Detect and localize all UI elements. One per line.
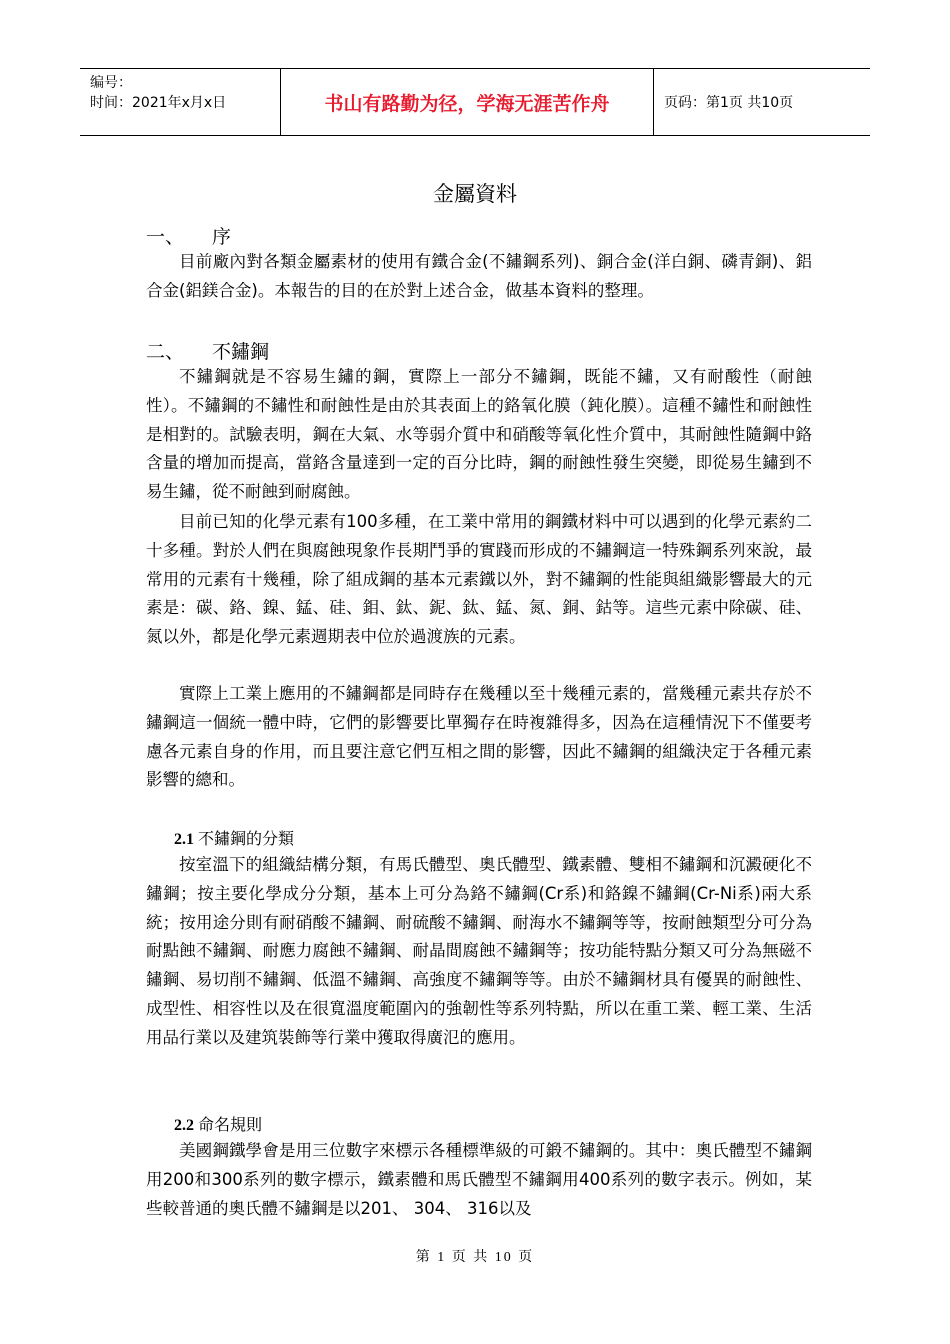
motto-cell [280, 69, 654, 135]
paragraph: 目前廠內對各類金屬素材的使用有鐵合金(不鏽鋼系列)、銅合金(洋白銅、磷青銅)、鋁合金(鋁鎂合金)。本報告的目的在於對上述合金，做基本資料的整理。 [146, 252, 812, 300]
number-label: 编号： [90, 75, 132, 91]
section-title: 序 [212, 226, 232, 248]
section-heading-2 [146, 337, 269, 364]
subsection-title: 命名規則 [198, 1115, 263, 1134]
header-table [80, 68, 870, 136]
page-footer: 第 1 页 共 10 页 [415, 1250, 535, 1265]
section-heading-1 [146, 222, 231, 249]
header-meta-cell [80, 69, 280, 135]
paragraph: 按室溫下的組織結構分類，有馬氏體型、奧氏體型、鐵素體、雙相不鏽鋼和沉澱硬化不鏽鋼；按主要化學成分分類，基本上可分為鉻不鏽鋼(Cr系)和鉻鎳不鏽鋼(Cr-Ni系)兩大系統；按用途分則有耐硝酸不鏽鋼、耐硫酸不鏽鋼、耐海水不鏽鋼等等，按耐蝕類型分可分為耐點蝕不鏽鋼、耐應力腐蝕不鏽鋼、耐晶間腐蝕不鏽鋼等；按功能特點分類又可分為無磁不鏽鋼、易切削不鏽鋼、低溫不鏽鋼、高強度不鏽鋼等等。由於不鏽鋼材具有優異的耐蝕性、成型性、相容性以及在很寬溫度範圍內的強韌性等系列特點，所以在重工業、輕工業、生活用品行業以及建筑裝飾等行業中獲取得廣氾的應用。 [146, 855, 812, 1047]
section-number: 一、 [146, 226, 185, 248]
page-info-text: 页码：第1页 共10页 [664, 95, 794, 111]
section-number: 二、 [146, 341, 185, 363]
subsection-number: 2.1 [174, 831, 194, 848]
section-title: 不鏽鋼 [212, 341, 270, 363]
paragraph: 不鏽鋼就是不容易生鏽的鋼，實際上一部分不鏽鋼，既能不鏽，又有耐酸性（耐蝕性）。不鏽鋼的不鏽性和耐蝕性是由於其表面上的鉻氧化膜（鈍化膜）。這種不鏽性和耐蝕性是相對的。試驗表明，鋼在大氣、水等弱介質中和硝酸等氧化性介質中，其耐蝕性隨鋼中鉻含量的增加而提高，當鉻含量達到一定的百分比時，鋼的耐蝕性發生突變，即從易生鏽到不易生鏽，從不耐蝕到耐腐蝕。 [146, 367, 812, 502]
subsection-heading-2-2 [174, 1112, 262, 1135]
subsection-title: 不鏽鋼的分類 [198, 829, 295, 848]
motto-text: 书山有路勤为径，学海无涯苦作舟 [324, 92, 610, 115]
paragraph: 目前已知的化學元素有100多種，在工業中常用的鋼鐵材料中可以遇到的化學元素約二十多種。對於人們在與腐蝕現象作長期鬥爭的實踐而形成的不鏽鋼這一特殊鋼系列來說，最常用的元素有十幾種，除了組成鋼的基本元素鐵以外，對不鏽鋼的性能與組織影響最大的元素是：碳、鉻、鎳、錳、硅、鉬、鈦、鈮、鈦、錳、氮、銅、鈷等。這些元素中除碳、硅、氮以外，都是化學元素週期表中位於過渡族的元素。 [146, 512, 812, 647]
subsection-number: 2.2 [174, 1117, 194, 1134]
subsection-heading-2-1 [174, 826, 294, 849]
page-info-cell [654, 69, 870, 135]
time-label: 时间：2021年x月x日 [90, 95, 227, 111]
paragraph: 實際上工業上應用的不鏽鋼都是同時存在幾種以至十幾種元素的，當幾種元素共存於不鏽鋼這一個統一體中時，它們的影響要比單獨存在時複雜得多，因為在這種情況下不僅要考慮各元素自身的作用，而且要注意它們互相之間的影響，因此不鏽鋼的組織決定于各種元素影響的總和。 [146, 684, 812, 790]
paragraph: 美國鋼鐵學會是用三位數字來標示各種標準級的可鍛不鏽鋼的。其中：奧氏體型不鏽鋼用200和300系列的數字標示，鐵素體和馬氏體型不鏽鋼用400系列的數字表示。例如，某些較普通的奧氏體不鏽鋼是以201、 304、 316以及 [146, 1141, 812, 1218]
document-title: 金屬資料 [433, 182, 517, 206]
